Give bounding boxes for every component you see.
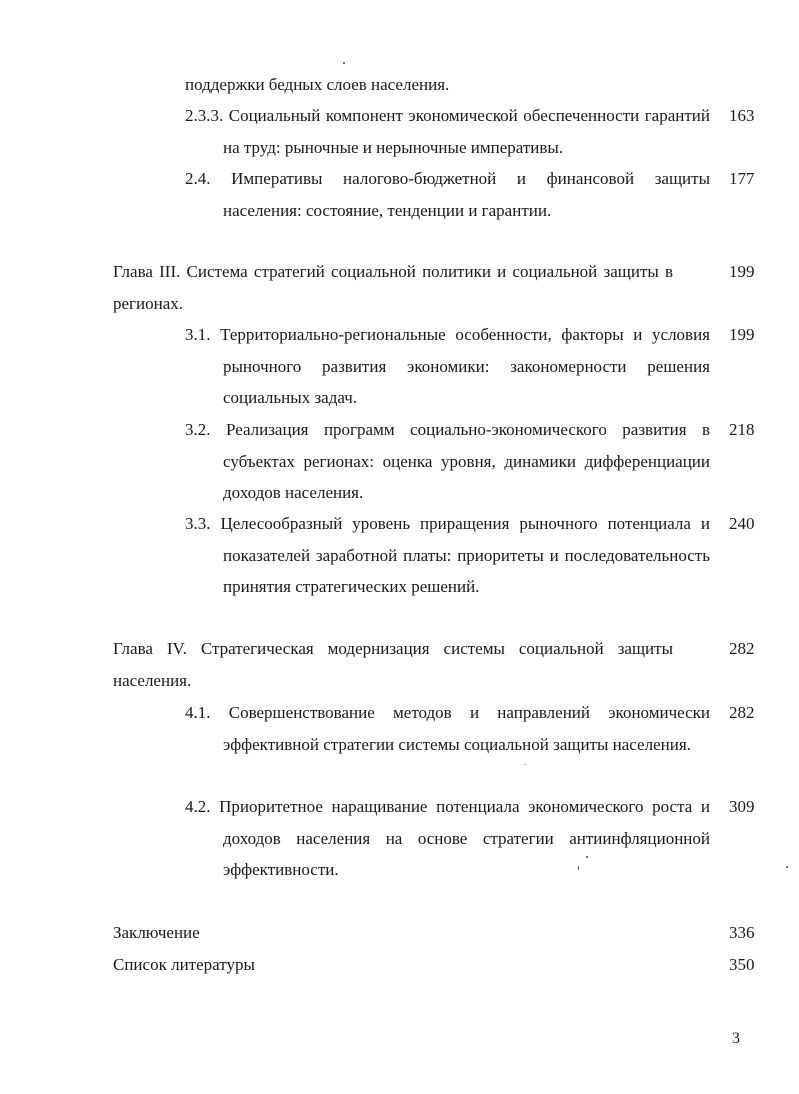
- toc-entry-text: 2.3.3. Социальный компонент экономической обеспеченности гарантий на труд: рыночные и нерыночные императивы.: [185, 106, 710, 157]
- toc-entry-text: 3.1. Территориально-региональные особенности, факторы и условия рыночного развития экономики: закономерности решения социальных задач.: [185, 325, 710, 407]
- scan-speck: [786, 866, 788, 868]
- toc-entry-text: Глава III. Система стратегий социальной политики и социальной защиты в регионах.: [113, 262, 673, 313]
- toc-entry-text: 4.2. Приоритетное наращивание потенциала экономического роста и доходов населения на основе стратегии антиинфляционной эффективности.: [185, 797, 710, 879]
- scan-speck: [524, 764, 526, 765]
- toc-entry-page: 199: [729, 325, 755, 344]
- toc-entry-page: 240: [729, 514, 755, 533]
- toc-entry-page: 350: [729, 955, 755, 974]
- toc-entry-text: Заключение: [113, 923, 200, 942]
- scan-speck: [578, 866, 579, 870]
- page-number: 3: [732, 1030, 740, 1047]
- toc-entry-page: 282: [729, 703, 755, 722]
- toc-entry-page: 177: [729, 169, 755, 188]
- toc-entry-text: 3.3. Целесообразный уровень приращения рыночного потенциала и показателей заработной платы: приоритеты и последовательность принятия стратегических решений.: [185, 514, 710, 596]
- toc-entry-page: 336: [729, 923, 755, 942]
- toc-entry-text: Список литературы: [113, 955, 255, 974]
- toc-entry-text: поддержки бедных слоев населения.: [185, 75, 450, 94]
- toc-entry-text: 3.2. Реализация программ социально-экономического развития в субъектах регионах: оценка уровня, динамики дифференциации доходов населения.: [185, 420, 710, 502]
- toc-entry-text: Глава IV. Стратегическая модернизация системы социальной защиты населения.: [113, 639, 673, 690]
- toc-entry-text: 4.1. Совершенствование методов и направлений экономически эффективной стратегии системы социальной защиты населения.: [185, 703, 710, 754]
- toc-entry-text: 2.4. Императивы налогово-бюджетной и финансовой защиты населения: состояние, тенденции и гарантии.: [185, 169, 710, 220]
- toc-entry-page: 282: [729, 639, 755, 658]
- scan-speck: [586, 856, 588, 858]
- toc-entry-page: 218: [729, 420, 755, 439]
- toc-entry-page: 163: [729, 106, 755, 125]
- toc-entry-page: 199: [729, 262, 755, 281]
- toc-entry-page: 309: [729, 797, 755, 816]
- scan-speck: [343, 62, 345, 64]
